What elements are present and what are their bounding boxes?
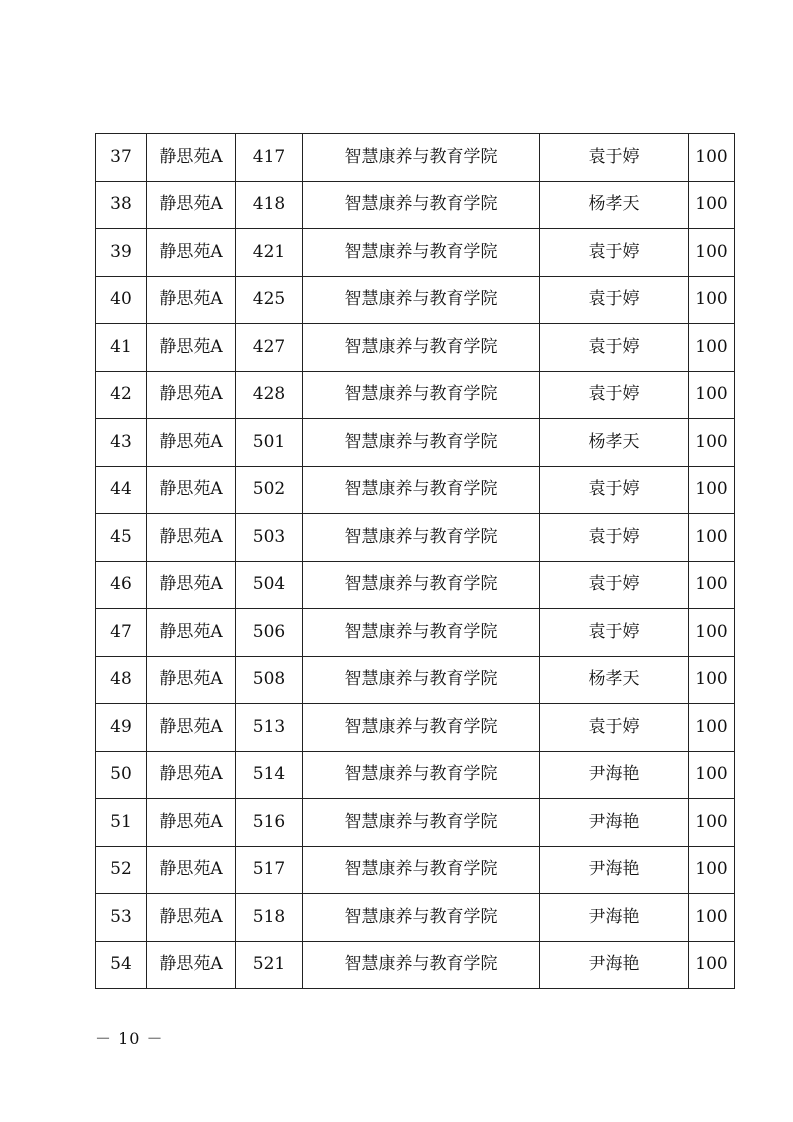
college-cell: 智慧康养与教育学院 [303,561,540,609]
score-cell: 100 [689,324,735,372]
building-cell: 静思苑A [147,846,236,894]
college-cell: 智慧康养与教育学院 [303,276,540,324]
score-cell: 100 [689,466,735,514]
table-row [96,751,735,799]
college-cell: 智慧康养与教育学院 [303,229,540,277]
college-cell: 智慧康养与教育学院 [303,371,540,419]
college-cell: 智慧康养与教育学院 [303,181,540,229]
college-cell: 智慧康养与教育学院 [303,894,540,942]
row-number-cell: 54 [96,941,147,989]
room-number-cell: 517 [236,846,303,894]
college-cell: 智慧康养与教育学院 [303,751,540,799]
table-row [96,894,735,942]
row-number-cell: 52 [96,846,147,894]
room-number-cell: 518 [236,894,303,942]
college-cell: 智慧康养与教育学院 [303,799,540,847]
building-cell: 静思苑A [147,609,236,657]
row-number-cell: 40 [96,276,147,324]
room-number-cell: 428 [236,371,303,419]
table-row [96,846,735,894]
row-number-cell: 45 [96,514,147,562]
building-cell: 静思苑A [147,561,236,609]
room-number-cell: 503 [236,514,303,562]
score-cell: 100 [689,276,735,324]
row-number-cell: 43 [96,419,147,467]
table-body [96,134,735,989]
score-cell: 100 [689,419,735,467]
table-row [96,799,735,847]
score-cell: 100 [689,704,735,752]
dormitory-score-table [95,133,735,989]
score-cell: 100 [689,799,735,847]
table-row [96,609,735,657]
row-number-cell: 51 [96,799,147,847]
building-cell: 静思苑A [147,751,236,799]
score-cell: 100 [689,894,735,942]
counselor-cell: 袁于婷 [540,609,689,657]
counselor-cell: 杨孝天 [540,181,689,229]
room-number-cell: 504 [236,561,303,609]
table-row [96,466,735,514]
table-row [96,941,735,989]
college-cell: 智慧康养与教育学院 [303,419,540,467]
room-number-cell: 521 [236,941,303,989]
college-cell: 智慧康养与教育学院 [303,134,540,182]
college-cell: 智慧康养与教育学院 [303,514,540,562]
building-cell: 静思苑A [147,229,236,277]
room-number-cell: 417 [236,134,303,182]
score-cell: 100 [689,846,735,894]
room-number-cell: 513 [236,704,303,752]
counselor-cell: 尹海艳 [540,941,689,989]
college-cell: 智慧康养与教育学院 [303,609,540,657]
building-cell: 静思苑A [147,894,236,942]
score-cell: 100 [689,751,735,799]
counselor-cell: 尹海艳 [540,751,689,799]
counselor-cell: 袁于婷 [540,324,689,372]
row-number-cell: 41 [96,324,147,372]
building-cell: 静思苑A [147,134,236,182]
row-number-cell: 53 [96,894,147,942]
row-number-cell: 39 [96,229,147,277]
page-number: － 10 － [95,1029,164,1048]
table-row [96,514,735,562]
table-row [96,181,735,229]
room-number-cell: 506 [236,609,303,657]
row-number-cell: 50 [96,751,147,799]
counselor-cell: 袁于婷 [540,371,689,419]
building-cell: 静思苑A [147,941,236,989]
counselor-cell: 尹海艳 [540,846,689,894]
room-number-cell: 427 [236,324,303,372]
room-number-cell: 501 [236,419,303,467]
table-row [96,371,735,419]
college-cell: 智慧康养与教育学院 [303,656,540,704]
table-row [96,561,735,609]
score-cell: 100 [689,229,735,277]
college-cell: 智慧康养与教育学院 [303,324,540,372]
score-cell: 100 [689,134,735,182]
counselor-cell: 袁于婷 [540,134,689,182]
counselor-cell: 袁于婷 [540,514,689,562]
room-number-cell: 421 [236,229,303,277]
table-row [96,656,735,704]
college-cell: 智慧康养与教育学院 [303,466,540,514]
score-cell: 100 [689,941,735,989]
table-row [96,704,735,752]
table-row [96,419,735,467]
score-cell: 100 [689,514,735,562]
score-cell: 100 [689,609,735,657]
building-cell: 静思苑A [147,419,236,467]
counselor-cell: 杨孝天 [540,419,689,467]
building-cell: 静思苑A [147,514,236,562]
counselor-cell: 袁于婷 [540,276,689,324]
room-number-cell: 516 [236,799,303,847]
room-number-cell: 502 [236,466,303,514]
counselor-cell: 尹海艳 [540,894,689,942]
score-cell: 100 [689,561,735,609]
building-cell: 静思苑A [147,371,236,419]
room-number-cell: 514 [236,751,303,799]
room-number-cell: 508 [236,656,303,704]
row-number-cell: 48 [96,656,147,704]
counselor-cell: 袁于婷 [540,561,689,609]
counselor-cell: 袁于婷 [540,229,689,277]
building-cell: 静思苑A [147,799,236,847]
row-number-cell: 47 [96,609,147,657]
building-cell: 静思苑A [147,181,236,229]
table-row [96,276,735,324]
table-row [96,324,735,372]
building-cell: 静思苑A [147,324,236,372]
building-cell: 静思苑A [147,704,236,752]
row-number-cell: 37 [96,134,147,182]
building-cell: 静思苑A [147,466,236,514]
row-number-cell: 49 [96,704,147,752]
counselor-cell: 袁于婷 [540,704,689,752]
college-cell: 智慧康养与教育学院 [303,704,540,752]
row-number-cell: 44 [96,466,147,514]
college-cell: 智慧康养与教育学院 [303,941,540,989]
score-cell: 100 [689,181,735,229]
row-number-cell: 42 [96,371,147,419]
score-cell: 100 [689,656,735,704]
building-cell: 静思苑A [147,656,236,704]
row-number-cell: 38 [96,181,147,229]
room-number-cell: 418 [236,181,303,229]
score-cell: 100 [689,371,735,419]
counselor-cell: 袁于婷 [540,466,689,514]
table-row [96,134,735,182]
table-row [96,229,735,277]
counselor-cell: 尹海艳 [540,799,689,847]
building-cell: 静思苑A [147,276,236,324]
room-number-cell: 425 [236,276,303,324]
college-cell: 智慧康养与教育学院 [303,846,540,894]
counselor-cell: 杨孝天 [540,656,689,704]
row-number-cell: 46 [96,561,147,609]
